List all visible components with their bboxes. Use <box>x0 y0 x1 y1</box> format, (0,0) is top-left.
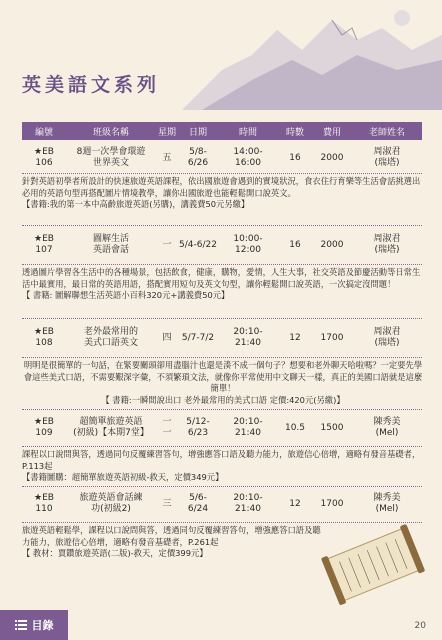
course-fee: 1700 <box>320 498 344 509</box>
course-description <box>22 525 322 560</box>
course-date: 5/7-7/2 <box>181 332 215 343</box>
course-code: ★EB 108 <box>34 327 54 348</box>
course-code: ★EB 110 <box>34 493 54 514</box>
course-hours: 16 <box>289 239 301 250</box>
toc-button[interactable] <box>0 610 68 640</box>
course-time: 10:00- 12:00 <box>233 234 263 255</box>
table-header <box>22 122 422 140</box>
divider <box>22 409 422 410</box>
header-time: 時間 <box>238 127 257 138</box>
course-date: 5/6- 6/24 <box>187 493 209 514</box>
header-hours: 時數 <box>285 127 304 138</box>
course-row <box>22 323 422 353</box>
scroll-book-image <box>314 517 434 612</box>
course-day: 三 <box>162 498 172 509</box>
book-info: 【 書籍: 圖解聯想生活英語小百科320元+講義費50元】 <box>22 290 230 300</box>
course-name: 老外最常用的 美式口語英文 <box>83 327 138 348</box>
header-day: 星期 <box>157 127 176 138</box>
mountain-painting <box>182 0 442 110</box>
book-info: 【 書籍:一瞬間說出口 老外最常用的美式口語 定價:420元(另繳)】 <box>101 394 345 405</box>
description-text: 針對英語初學者所設計的快速旅遊英語課程，依出國旅遊會遇到的實境狀況，食衣住行育樂等生活會話挑選出必用的英語句型再搭配圖片情境教學，讓你出國旅遊也能輕鬆開口說英文。 <box>22 176 421 198</box>
book-info: 【 教材：賈鑽旅遊英語(二版)-救天，定價399元】 <box>22 548 208 558</box>
course-name: 8週一次學會環遊 世界英文 <box>76 147 146 168</box>
course-row <box>22 145 422 171</box>
divider <box>22 446 422 447</box>
course-fee: 1700 <box>320 332 344 343</box>
divider <box>22 486 422 487</box>
course-row <box>22 230 422 260</box>
course-teacher: 陳秀美 (Mel) <box>373 493 401 514</box>
divider <box>22 318 422 319</box>
course-fee: 1500 <box>320 422 344 433</box>
course-code: ★EB 106 <box>34 147 54 168</box>
course-teacher: 周淑君 (瑞塔) <box>373 147 401 168</box>
course-day: 五 <box>162 152 172 163</box>
course-code: ★EB 109 <box>34 417 54 438</box>
course-description <box>22 267 424 302</box>
header-teacher: 老師姓名 <box>368 127 405 138</box>
course-teacher: 周淑君 (瑞塔) <box>373 327 401 348</box>
description-text: 明明是很簡單的一句話，在緊要關頭卻用盡腦汁也還是湊不成一個句子？想要和老外聊天哈啦嗎？一定要先學會這些美式口語，不需要艱深字彙，不須繁瑣文法，就像你平常使用中文聊天一樣，真正的美國口語就是這麼簡單！ <box>23 360 423 393</box>
page-number: 20 <box>414 621 426 631</box>
divider <box>22 225 422 226</box>
course-hours: 12 <box>289 498 301 509</box>
course-name: 旅遊英語會話練 功(初級2) <box>79 493 143 514</box>
description-text: 透過圖片學習各生活中的各種場景，包括飲食，健康，購物，愛情，人生大事，社交英語及節慶活動等日常生活中最實用，最日常的英語用語，搭配實用短句及英文句型，讓你輕鬆開口說英語，一次搞定沒問題！ <box>22 267 421 289</box>
course-description <box>22 176 424 211</box>
description-text: 旅遊英語輕鬆學，課程以口說問與答，透過同句反覆練習答句，增強應答口語及聽力能力，旅遊信心倍增，適略有發音基礎者，P.261起 <box>22 525 321 547</box>
course-row <box>22 490 422 518</box>
course-date: 5/8- 6/26 <box>187 147 209 168</box>
header-code: 編號 <box>34 127 53 138</box>
page-title: 英美語文系列 <box>22 74 161 96</box>
course-fee: 2000 <box>320 152 344 163</box>
course-description <box>22 449 424 484</box>
book-info: 【書籍圖購：超簡單旅遊英語初級-救天，定價349元】 <box>22 472 224 482</box>
course-hours: 10.5 <box>284 422 306 433</box>
header-date: 日期 <box>188 127 207 138</box>
header-fee: 費用 <box>322 127 341 138</box>
course-hours: 16 <box>289 152 301 163</box>
book-info: 【書籍:我的第一本中高齡旅遊英語(另購)，講義費50元另繳】 <box>22 199 250 209</box>
course-date: 5/12- 6/23 <box>186 417 210 438</box>
course-time: 20:10- 21:40 <box>233 327 263 348</box>
course-day: 四 <box>162 332 172 343</box>
description-text: 課程以口說問與答，透過同句反覆練習答句，增強應答口語及聽力能力，旅遊信心倍增，適略有發音基礎者，P.113起 <box>22 449 421 471</box>
course-hours: 12 <box>289 332 301 343</box>
course-teacher: 周淑君 (瑞塔) <box>373 234 401 255</box>
course-fee: 2000 <box>320 239 344 250</box>
course-row <box>22 414 422 442</box>
course-time: 20:10- 21:40 <box>233 417 263 438</box>
header-name: 班級名稱 <box>92 127 129 138</box>
course-code: ★EB 107 <box>34 234 54 255</box>
course-description <box>22 360 424 406</box>
course-name: 超簡單旅遊英語 (初級)【本期7堂】 <box>73 417 149 438</box>
divider <box>22 264 422 265</box>
list-icon <box>15 620 27 630</box>
course-name: 圖解生活 英語會話 <box>92 234 129 255</box>
course-date: 5/4-6/22 <box>179 239 217 250</box>
divider <box>22 173 422 174</box>
course-time: 20:10- 21:40 <box>233 493 263 514</box>
course-day: 一 一 <box>162 417 172 438</box>
toc-label: 目錄 <box>31 619 54 632</box>
divider <box>22 357 422 358</box>
course-time: 14:00- 16:00 <box>233 147 263 168</box>
course-day: 一 <box>162 239 172 250</box>
course-teacher: 陳秀美 (Mel) <box>373 417 401 438</box>
